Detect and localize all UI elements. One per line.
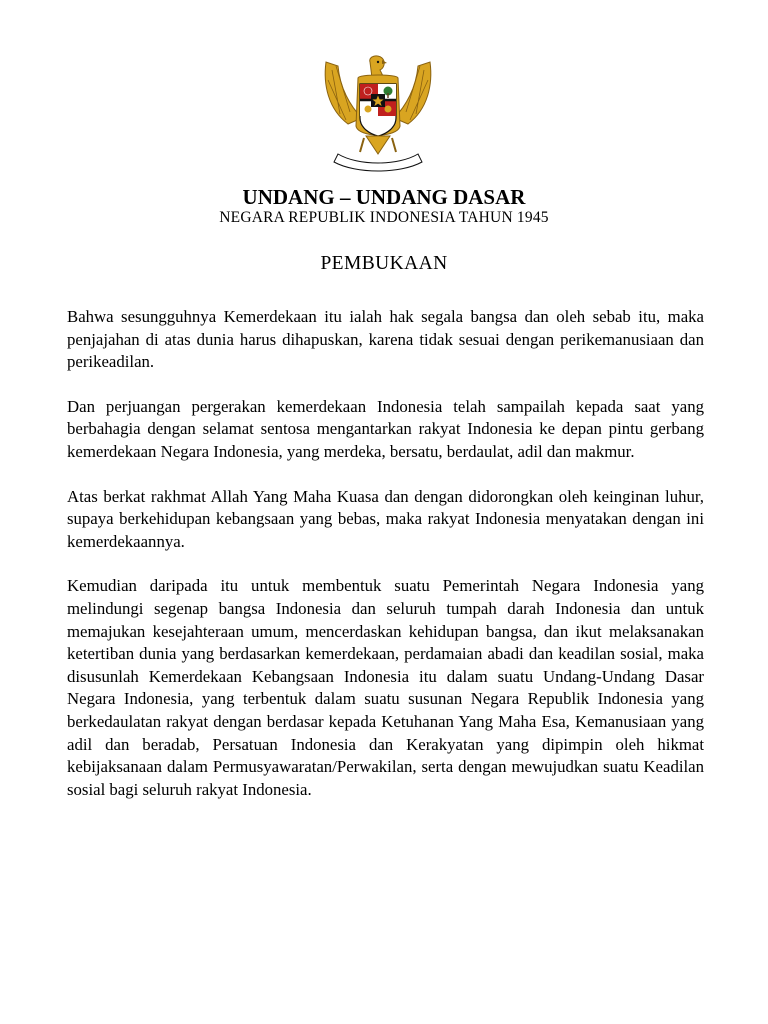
paragraph-3: Atas berkat rakhmat Allah Yang Maha Kuasa dan dengan didorongkan oleh keinginan luhur, supaya berkehidupan kebangsaan yang bebas, maka rakyat Indonesia menyatakan dengan ini kemerdekaannya. bbox=[67, 486, 704, 551]
body-text bbox=[67, 306, 704, 823]
document-title: UNDANG – UNDANG DASAR bbox=[242, 185, 526, 209]
document-subtitle: NEGARA REPUBLIK INDONESIA TAHUN 1945 bbox=[219, 209, 549, 226]
paragraph-1: Bahwa sesungguhnya Kemerdekaan itu ialah hak segala bangsa dan oleh sebab itu, maka penjajahan di atas dunia harus dihapuskan, karena tidak sesuai dengan perikemanusiaan dan perikeadilan. bbox=[67, 307, 704, 372]
paragraph-2: Dan perjuangan pergerakan kemerdekaan Indonesia telah sampailah kepada saat yang berbahagia dengan selamat sentosa mengantarkan rakyat Indonesia ke depan pintu gerbang kemerdekaan Negara Indonesia, yang merdeka, bersatu, berdaulat, adil dan makmur. bbox=[67, 396, 704, 461]
paragraph-4: Kemudian daripada itu untuk membentuk suatu Pemerintah Negara Indonesia yang melindungi segenap bangsa Indonesia dan seluruh tumpah darah Indonesia dan untuk memajukan kesejahteraan umum, mencerdaskan kehidupan bangsa, dan ikut melaksanakan ketertiban dunia yang berdasarkan kemerdekaan, perdamaian abadi dan keadilan sosial, maka disusunlah Kemerdekaan Kebangsaan Indonesia itu dalam suatu Undang-Undang Dasar Negara Indonesia, yang terbentuk dalam suatu susunan Negara Republik Indonesia yang berkedaulatan rakyat dengan berdasar kepada Ketuhanan Yang Maha Esa, Kemanusiaan yang adil dan beradab, Persatuan Indonesia dan Kerakyatan yang dipimpin oleh hikmat kebijaksanaan dalam Permusyawaratan/Perwakilan, serta dengan mewujudkan suatu Keadilan sosial bagi seluruh rakyat Indonesia. bbox=[67, 576, 704, 799]
section-heading: PEMBUKAAN bbox=[320, 253, 448, 274]
garuda-pancasila-emblem-icon bbox=[318, 54, 438, 176]
